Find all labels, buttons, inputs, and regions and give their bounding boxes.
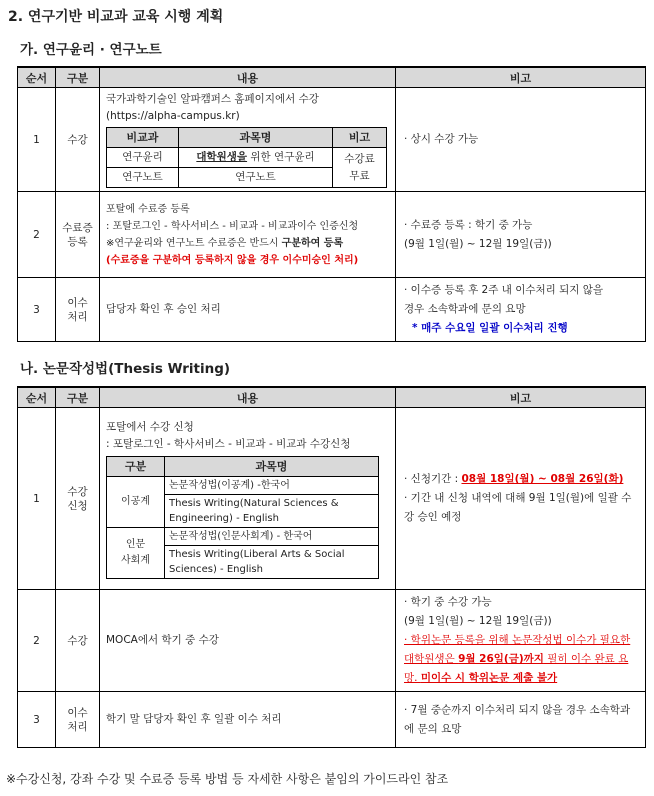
site-url: (https://alpha-campus.kr)	[106, 110, 240, 122]
table-row	[18, 590, 646, 692]
row-number: 2	[18, 192, 56, 278]
header-category: 구분	[56, 67, 100, 88]
inner-header: 과목명	[165, 456, 379, 476]
table-row	[18, 192, 646, 278]
header-category: 구분	[56, 387, 100, 408]
inner-header: 비고	[333, 128, 387, 148]
table-row	[18, 692, 646, 748]
course-name: Thesis Writing(Natural Sciences & Engineering) - English	[165, 494, 379, 527]
row-number: 1	[18, 408, 56, 590]
row-content: 포탈에 수료증 등록 : 포탈로그인 - 학사서비스 - 비교과 - 비교과이수 인증신청 ※연구윤리와 연구노트 수료증은 반드시 구분하여 등록 (수료증을 구분하여 등록하지 않을 경우 이수미승인 처리)	[100, 192, 396, 278]
row-content: 담당자 확인 후 승인 처리	[100, 278, 396, 342]
row-category: 수료증 등록	[56, 192, 100, 278]
inner-cell: 연구노트	[179, 168, 333, 188]
row-content: 학기 말 담당자 확인 후 일괄 이수 처리	[100, 692, 396, 748]
row-remark: · 상시 수강 가능	[396, 88, 646, 192]
footer-note: ※수강신청, 강좌 수강 및 수료증 등록 방법 등 자세한 사항은 붙임의 가이드라인 참조	[6, 772, 449, 786]
row-remark: · 학기 중 수강 가능 (9월 1일(월) ~ 12월 19일(금)) · 학위논문 등록을 위해 논문작성법 이수가 필요한 대학원생은 9월 26일(금)까지 필히 이수 완료 요망. 미이수 시 학위논문 제출 불가	[396, 590, 646, 692]
course-table	[106, 127, 387, 188]
row-remark: · 7월 중순까지 이수처리 되지 않을 경우 소속학과에 문의 요망	[396, 692, 646, 748]
table-header-row	[18, 67, 646, 88]
course-name: 논문작성법(인문사회계) - 한국어	[165, 527, 379, 545]
inner-header: 비교과	[107, 128, 179, 148]
fee-note: 수강료 무료	[333, 148, 387, 188]
row-category: 이수 처리	[56, 692, 100, 748]
row-content: MOCA에서 학기 중 수강	[100, 590, 396, 692]
header-content: 내용	[100, 387, 396, 408]
row-category: 수강 신청	[56, 408, 100, 590]
document-title: 2. 연구기반 비교과 교육 시행 계획	[8, 9, 224, 25]
course-name: 논문작성법(이공계) -한국어	[165, 476, 379, 494]
inner-cell: 대학원생을 위한 연구윤리	[179, 148, 333, 168]
section-a-table	[17, 66, 646, 342]
row-content	[100, 88, 396, 192]
header-remark: 비고	[396, 67, 646, 88]
course-table	[106, 456, 379, 579]
content-line: 국가과학기술인 알파캠퍼스 홈페이지에서 수강	[106, 93, 319, 105]
row-category: 이수 처리	[56, 278, 100, 342]
row-number: 2	[18, 590, 56, 692]
course-name: Thesis Writing(Liberal Arts & Social Sciences) - English	[165, 545, 379, 578]
row-category: 수강	[56, 88, 100, 192]
row-remark: · 이수증 등록 후 2주 내 이수처리 되지 않을 경우 소속학과에 문의 요망 * 매주 수요일 일괄 이수처리 진행	[396, 278, 646, 342]
table-row	[18, 408, 646, 590]
section-b-heading: 나. 논문작성법(Thesis Writing)	[20, 361, 231, 377]
row-content: 포탈에서 수강 신청 : 포탈로그인 - 학사서비스 - 비교과 - 비교과 수강신청 구분 과목명 이공계 논문작성법(이공계) -한국어 Thesis Writing(Natural Sciences & Engineering) - English 인문 사회계 논문작성법(인문사회계) - 한국어 Thesis Writing(Liberal Arts & Social Sciences) - English	[100, 408, 396, 590]
table-header-row	[18, 387, 646, 408]
group-name: 인문 사회계	[107, 527, 165, 578]
table-row	[18, 88, 646, 192]
inner-cell: 연구노트	[107, 168, 179, 188]
inner-header: 구분	[107, 456, 165, 476]
row-remark: · 수료증 등록 : 학기 중 가능 (9월 1일(월) ~ 12월 19일(금))	[396, 192, 646, 278]
header-order: 순서	[18, 67, 56, 88]
inner-cell: 연구윤리	[107, 148, 179, 168]
row-remark: · 신청기간 : 08월 18일(월) ~ 08월 26일(화) · 기간 내 신청 내역에 대해 9월 1일(월)에 일괄 수강 승인 예정	[396, 408, 646, 590]
section-a-heading: 가. 연구윤리 · 연구노트	[20, 42, 162, 58]
row-number: 3	[18, 278, 56, 342]
group-name: 이공계	[107, 476, 165, 527]
row-number: 1	[18, 88, 56, 192]
row-category: 수강	[56, 590, 100, 692]
header-content: 내용	[100, 67, 396, 88]
table-row	[18, 278, 646, 342]
section-b-table	[17, 386, 646, 748]
inner-header: 과목명	[179, 128, 333, 148]
row-number: 3	[18, 692, 56, 748]
header-remark: 비고	[396, 387, 646, 408]
header-order: 순서	[18, 387, 56, 408]
